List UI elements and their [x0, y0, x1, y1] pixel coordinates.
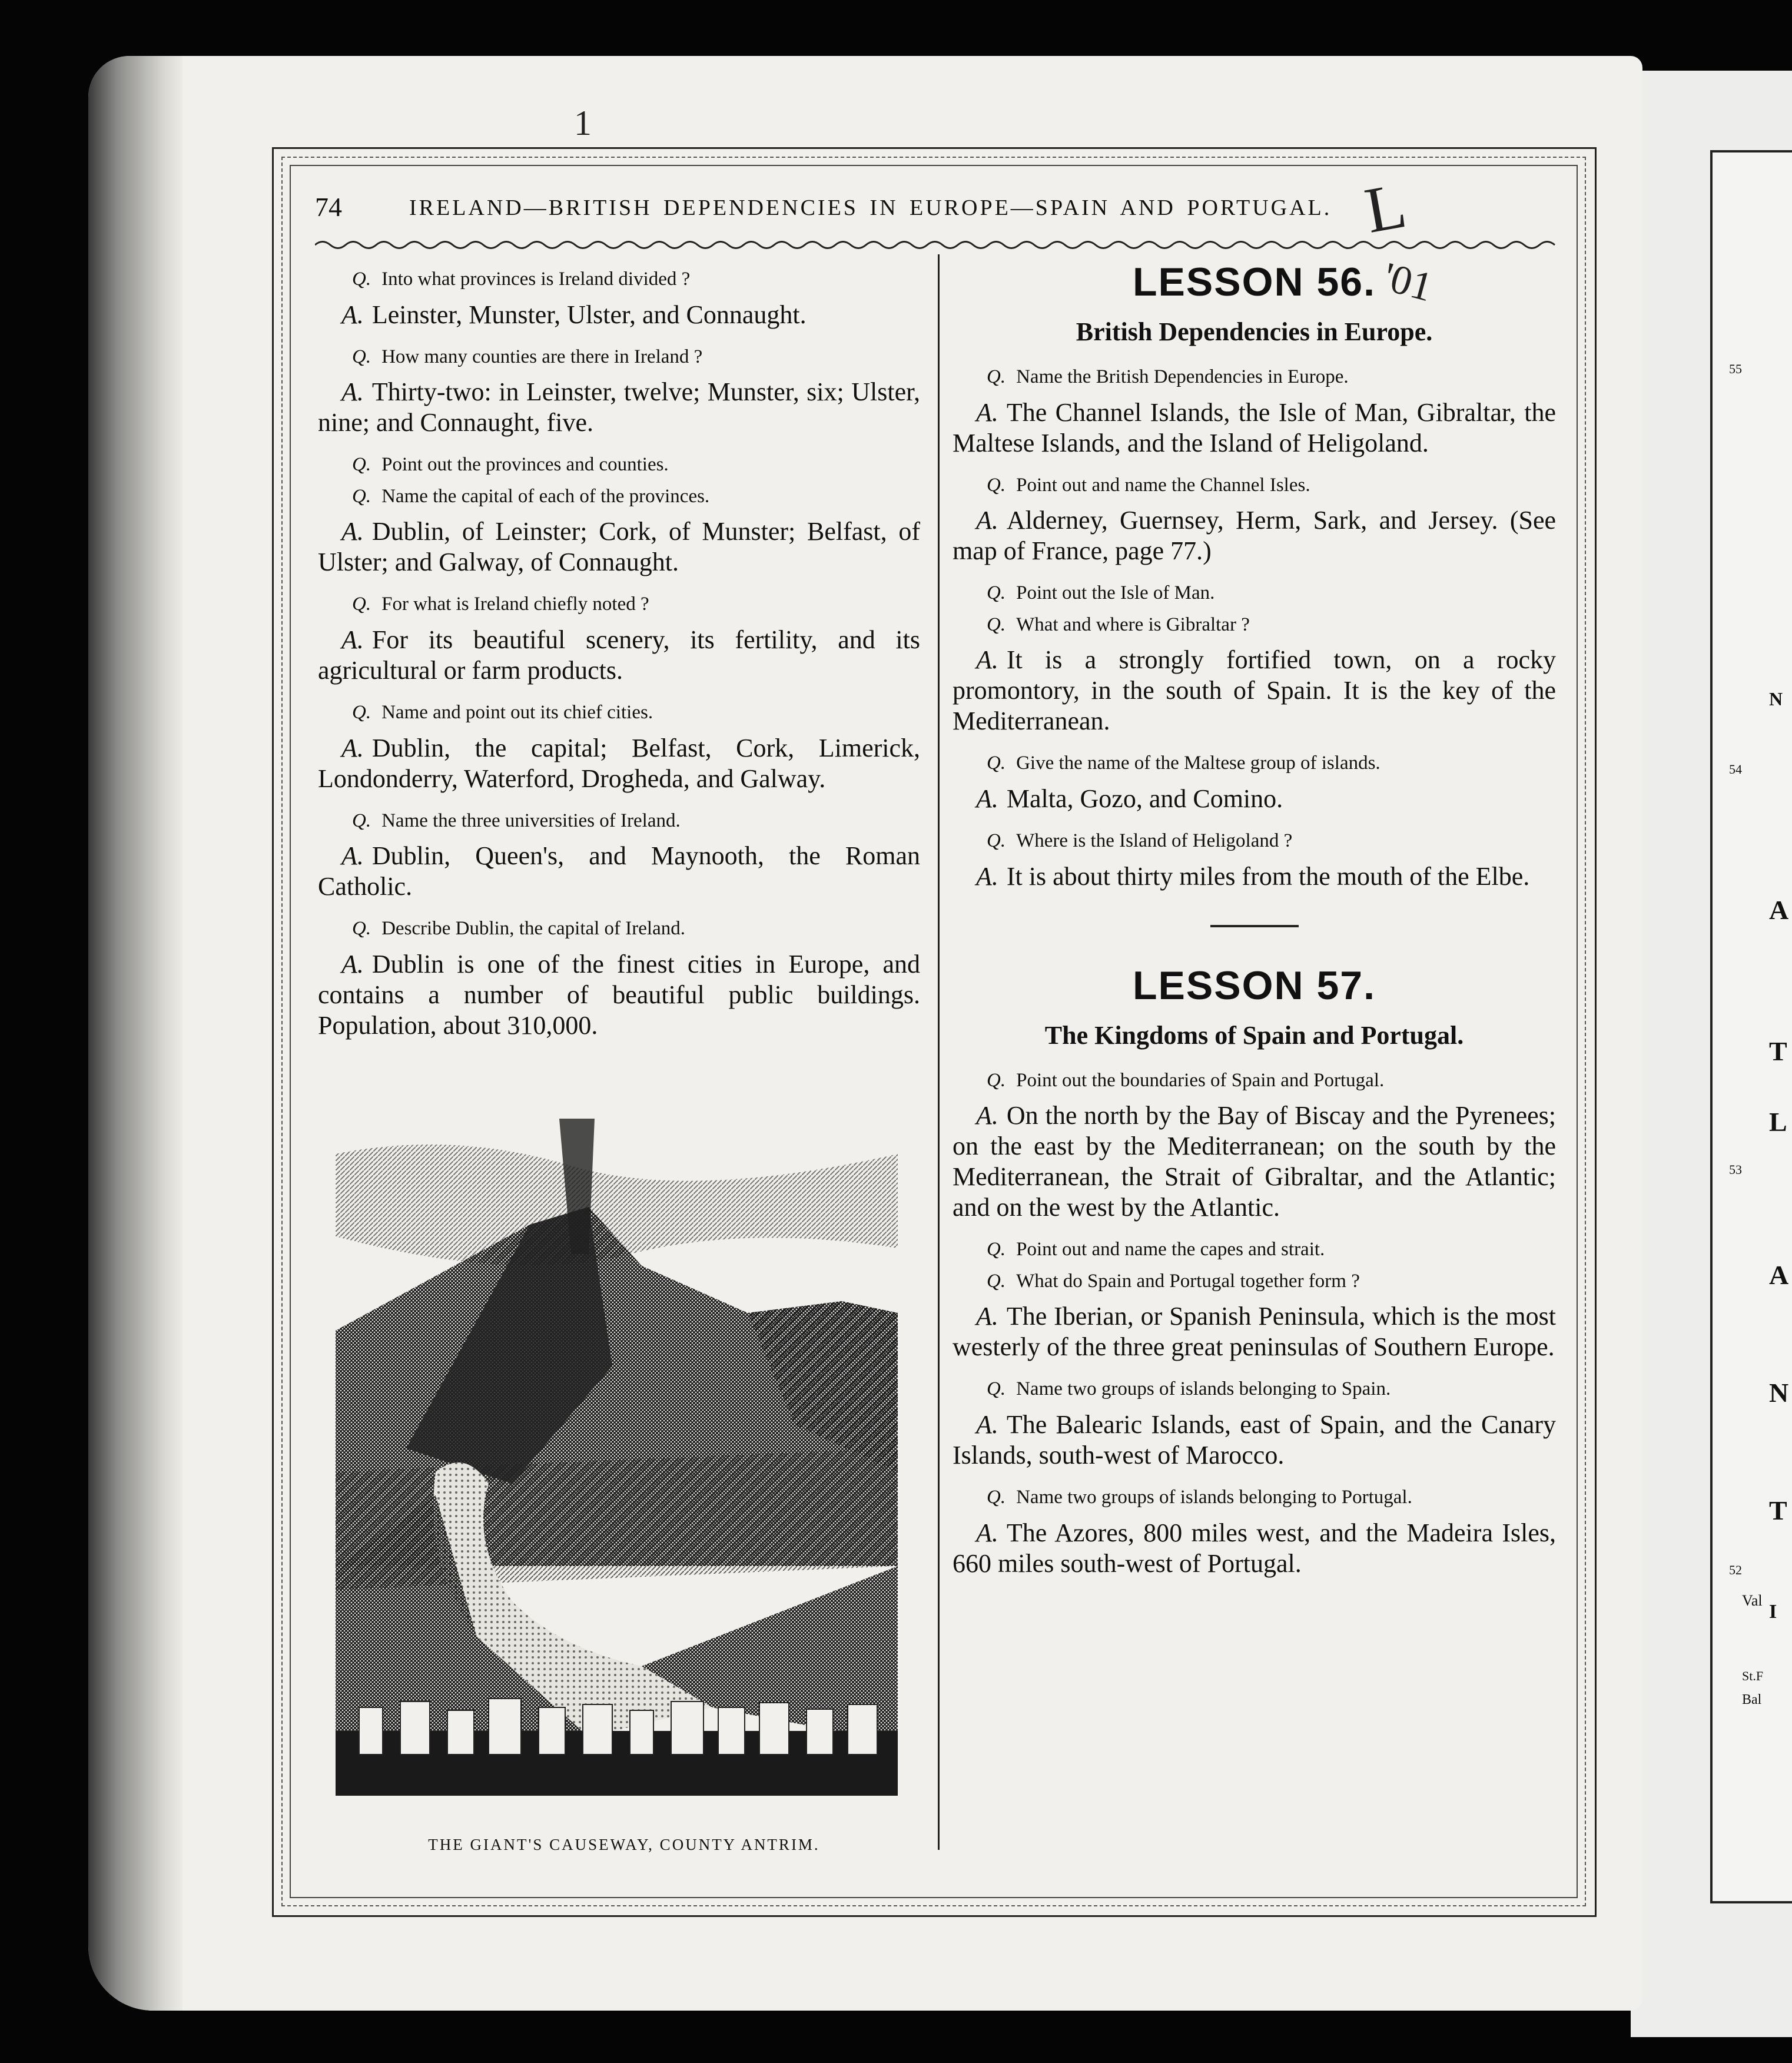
lesson-57-title: LESSON 57.	[1132, 963, 1376, 1008]
map-letter: N	[1769, 688, 1783, 709]
question: Q. Point out the boundaries of Spain and Portugal.	[987, 1069, 1385, 1091]
answer: A. On the north by the Bay of Biscay and the Pyrenees; on the east by the Mediterranean; on the south by the Mediterranean, the Strait of Gibraltar, and the Atlantic; and on the west by the Atlantic.	[953, 1101, 1556, 1222]
column-divider	[938, 254, 940, 1850]
answer: A. The Iberian, or Spanish Peninsula, which is the most westerly of the three great peninsulas of Southern Europe.	[953, 1302, 1556, 1362]
question: Q. Name two groups of islands belonging to Spain.	[987, 1378, 1391, 1400]
question: Q. Give the name of the Maltese group of islands.	[987, 752, 1380, 774]
question: Q. How many counties are there in Ireland ?	[352, 346, 703, 367]
question: Q. Where is the Island of Heligoland ?	[987, 830, 1293, 851]
answer: A. For its beautiful scenery, its fertility, and its agricultural or farm products.	[318, 625, 920, 685]
map-letter: I	[1769, 1601, 1777, 1623]
question: Q. Name two groups of islands belonging to Portugal.	[987, 1486, 1412, 1508]
lesson-57-subtitle: The Kingdoms of Spain and Portugal.	[1044, 1020, 1464, 1050]
answer: A. Dublin is one of the finest cities in Europe, and contains a number of beautiful public buildings. Population, about 310,000.	[318, 949, 920, 1040]
handwritten-mark: 1	[574, 104, 592, 142]
question: Q. Describe Dublin, the capital of Ireland.	[352, 918, 685, 940]
page-number: 74	[315, 192, 342, 222]
map-letter: A	[1769, 895, 1789, 925]
question: Q. What and where is Gibraltar ?	[987, 613, 1250, 635]
giants-causeway-engraving	[336, 1119, 898, 1796]
question: Q. Name and point out its chief cities.	[352, 701, 653, 723]
map-letter: T	[1769, 1495, 1787, 1525]
latitude-label: 52	[1729, 1563, 1742, 1577]
left-column	[318, 268, 920, 1056]
answer: A. The Channel Islands, the Isle of Man, Gibraltar, the Maltese Islands, and the Island of Heligoland.	[953, 397, 1556, 457]
map-fragment: Val	[1742, 1592, 1763, 1609]
question: Q. For what is Ireland chiefly noted ?	[352, 593, 649, 615]
answer: A. It is a strongly fortified town, on a rocky promontory, in the south of Spain. It is the key of the Mediterranean.	[953, 645, 1556, 736]
answer: A. Thirty-two: in Leinster, twelve; Munster, six; Ulster, nine; and Connaught, five.	[318, 377, 920, 437]
handwritten-mark: L	[1359, 169, 1412, 247]
opposite-map-strip	[1710, 150, 1792, 1903]
answer: A. Malta, Gozo, and Comino.	[976, 784, 1283, 813]
answer: A. Leinster, Munster, Ulster, and Connaught.	[341, 300, 807, 329]
map-letter: L	[1769, 1107, 1787, 1137]
lesson-separator	[1210, 925, 1299, 927]
answer: A. The Azores, 800 miles west, and the Madeira Isles, 660 miles south-west of Portugal.	[953, 1518, 1556, 1578]
question: Q. Into what provinces is Ireland divided ?	[352, 268, 691, 290]
header-title: IRELAND—BRITISH DEPENDENCIES IN EUROPE—SPAIN AND PORTUGAL.	[409, 195, 1332, 220]
latitude-label: 55	[1729, 361, 1742, 376]
map-fragment: Bal	[1742, 1692, 1762, 1707]
lesson-56-title: LESSON 56.	[1132, 260, 1376, 304]
question: Q. Point out the Isle of Man.	[987, 582, 1215, 604]
page-edge-shadow	[88, 56, 182, 2011]
question: Q. Name the three universities of Ireland.	[352, 810, 681, 831]
illustration-caption: THE GIANT'S CAUSEWAY, COUNTY ANTRIM.	[428, 1836, 820, 1853]
answer: A. Dublin, Queen's, and Maynooth, the Roman Catholic.	[318, 841, 920, 901]
answer: A. It is about thirty miles from the mouth of the Elbe.	[976, 861, 1530, 891]
lesson-56-subtitle: British Dependencies in Europe.	[1076, 317, 1433, 346]
answer: A. Dublin, the capital; Belfast, Cork, Limerick, Londonderry, Waterford, Drogheda, and Galway.	[318, 733, 920, 793]
question: Q. Point out and name the capes and strait.	[987, 1239, 1325, 1261]
answer: A. Alderney, Guernsey, Herm, Sark, and Jersey. (See map of France, page 77.)	[953, 506, 1556, 566]
answer: A. Dublin, of Leinster; Cork, of Munster; Belfast, of Ulster; and Galway, of Connaught.	[318, 517, 920, 577]
latitude-label: 54	[1729, 762, 1742, 777]
handwritten-mark: '01	[1378, 254, 1438, 311]
answer: A. The Balearic Islands, east of Spain, and the Canary Islands, south-west of Marocco.	[953, 1409, 1556, 1470]
question: Q. Point out the provinces and counties.	[352, 454, 669, 476]
map-letter: N	[1769, 1378, 1789, 1408]
question: Q. What do Spain and Portugal together form ?	[987, 1270, 1360, 1292]
question: Q. Name the British Dependencies in Europe.	[987, 366, 1349, 387]
question: Q. Point out and name the Channel Isles.	[987, 474, 1310, 496]
latitude-label: 53	[1729, 1162, 1742, 1177]
right-column	[953, 259, 1556, 1594]
map-letter: T	[1769, 1036, 1787, 1066]
map-letter: A	[1769, 1260, 1789, 1290]
map-fragment: St.F	[1742, 1669, 1764, 1683]
question: Q. Name the capital of each of the provinces.	[352, 485, 710, 507]
